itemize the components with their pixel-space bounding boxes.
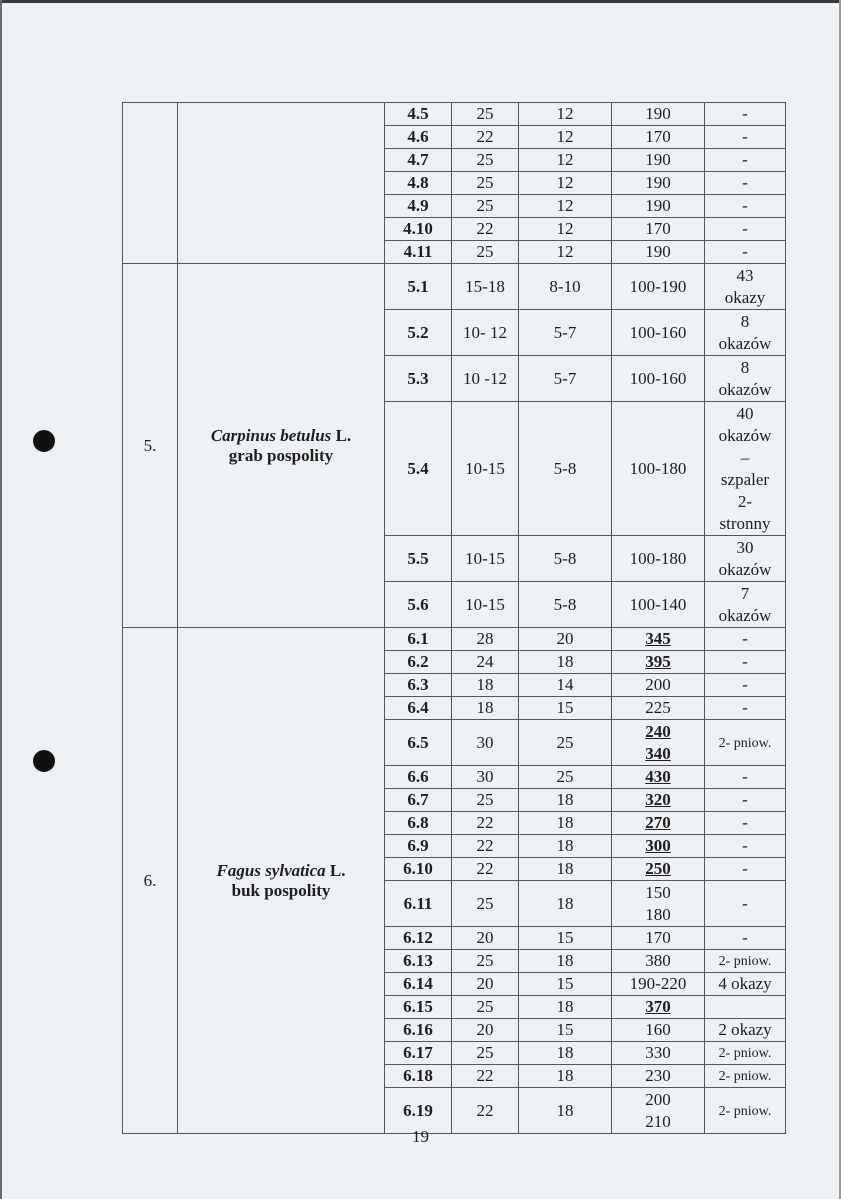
circumference-value: 160 bbox=[645, 1020, 671, 1039]
tree-height: 25 bbox=[452, 996, 519, 1019]
remarks bbox=[705, 218, 786, 241]
circumference-value: 100-140 bbox=[629, 594, 687, 614]
crown-diameter: 18 bbox=[519, 996, 612, 1019]
tree-height: 10- 12 bbox=[452, 310, 519, 356]
crown-diameter: 12 bbox=[519, 218, 612, 241]
trunk-circumference bbox=[612, 195, 705, 218]
remarks bbox=[705, 195, 786, 218]
remark-line: okazów bbox=[718, 379, 772, 399]
trunk-circumference bbox=[612, 766, 705, 789]
tree-id: 6.12 bbox=[385, 927, 452, 950]
remark-text: 2- pniow. bbox=[718, 1103, 772, 1119]
circumference-value: 190 bbox=[645, 173, 671, 192]
tree-height: 25 bbox=[452, 789, 519, 812]
tree-id: 6.5 bbox=[385, 720, 452, 766]
remarks bbox=[705, 996, 786, 1019]
tree-height: 10-15 bbox=[452, 402, 519, 536]
crown-diameter: 18 bbox=[519, 835, 612, 858]
remarks bbox=[705, 651, 786, 674]
crown-diameter: 18 bbox=[519, 1065, 612, 1088]
tree-id: 5.2 bbox=[385, 310, 452, 356]
remark-text: - bbox=[742, 242, 748, 261]
circumference-value: 100-160 bbox=[629, 322, 687, 342]
crown-diameter: 12 bbox=[519, 103, 612, 126]
trunk-circumference bbox=[612, 218, 705, 241]
tree-id: 4.7 bbox=[385, 149, 452, 172]
species-latin-name: Carpinus betulus bbox=[210, 425, 332, 445]
crown-diameter: 14 bbox=[519, 674, 612, 697]
remark-line: 40 bbox=[736, 403, 754, 423]
remarks bbox=[705, 402, 786, 536]
tree-height: 10 -12 bbox=[452, 356, 519, 402]
remarks bbox=[705, 241, 786, 264]
species-number bbox=[123, 103, 178, 264]
crown-diameter: 18 bbox=[519, 789, 612, 812]
tree-height: 22 bbox=[452, 812, 519, 835]
trunk-circumference bbox=[612, 927, 705, 950]
circumference-value: 210 bbox=[645, 1111, 671, 1131]
remark-text: - bbox=[742, 196, 748, 215]
tree-id: 5.5 bbox=[385, 536, 452, 582]
remarks bbox=[705, 1042, 786, 1065]
tree-id: 6.16 bbox=[385, 1019, 452, 1042]
trunk-circumference bbox=[612, 126, 705, 149]
tree-id: 6.17 bbox=[385, 1042, 452, 1065]
tree-height: 25 bbox=[452, 241, 519, 264]
trunk-circumference bbox=[612, 1042, 705, 1065]
tree-height: 30 bbox=[452, 720, 519, 766]
crown-diameter: 5-8 bbox=[519, 402, 612, 536]
remark-text: - bbox=[742, 150, 748, 169]
remark-line: 43 bbox=[736, 265, 754, 285]
trunk-circumference bbox=[612, 628, 705, 651]
remarks bbox=[705, 789, 786, 812]
remark-text: - bbox=[742, 767, 748, 786]
circumference-value: 190 bbox=[645, 150, 671, 169]
trunk-circumference bbox=[612, 697, 705, 720]
species-author: L. bbox=[331, 425, 352, 445]
crown-diameter: 12 bbox=[519, 126, 612, 149]
circumference-value: 340 bbox=[645, 743, 671, 763]
circumference-value: 250 bbox=[645, 859, 671, 878]
tree-height: 25 bbox=[452, 103, 519, 126]
circumference-value: 380 bbox=[645, 951, 671, 970]
remark-line: okazów bbox=[718, 559, 772, 579]
species-latin-name: Fagus sylvatica bbox=[216, 860, 326, 880]
remarks bbox=[705, 1065, 786, 1088]
circumference-value: 345 bbox=[645, 629, 671, 648]
crown-diameter: 18 bbox=[519, 858, 612, 881]
trunk-circumference bbox=[612, 241, 705, 264]
crown-diameter: 5-8 bbox=[519, 536, 612, 582]
crown-diameter: 18 bbox=[519, 881, 612, 927]
remark-line: okazów bbox=[718, 425, 772, 445]
circumference-value: 180 bbox=[645, 904, 671, 924]
circumference-value: 225 bbox=[645, 698, 671, 717]
punch-hole bbox=[33, 750, 55, 772]
crown-diameter: 12 bbox=[519, 241, 612, 264]
tree-id: 5.6 bbox=[385, 582, 452, 628]
circumference-value: 270 bbox=[645, 813, 671, 832]
remarks bbox=[705, 172, 786, 195]
remarks bbox=[705, 674, 786, 697]
circumference-value: 395 bbox=[645, 652, 671, 671]
tree-id: 6.19 bbox=[385, 1088, 452, 1134]
circumference-value: 300 bbox=[645, 836, 671, 855]
tree-id: 4.6 bbox=[385, 126, 452, 149]
species-common-name: buk pospolity bbox=[231, 880, 331, 900]
tree-height: 18 bbox=[452, 674, 519, 697]
table-row bbox=[123, 264, 786, 310]
tree-id: 6.14 bbox=[385, 973, 452, 996]
trunk-circumference bbox=[612, 789, 705, 812]
tree-id: 5.3 bbox=[385, 356, 452, 402]
remarks bbox=[705, 628, 786, 651]
scan-edge-top bbox=[0, 0, 841, 3]
remarks bbox=[705, 356, 786, 402]
trunk-circumference bbox=[612, 674, 705, 697]
circumference-value: 240 bbox=[645, 721, 671, 741]
tree-height: 25 bbox=[452, 881, 519, 927]
circumference-value: 100-190 bbox=[629, 276, 687, 296]
circumference-value: 100-180 bbox=[629, 458, 687, 478]
trunk-circumference bbox=[612, 950, 705, 973]
remarks bbox=[705, 812, 786, 835]
remark-text: 2- pniow. bbox=[718, 1046, 772, 1061]
trunk-circumference bbox=[612, 835, 705, 858]
tree-id: 6.1 bbox=[385, 628, 452, 651]
crown-diameter: 25 bbox=[519, 766, 612, 789]
crown-diameter: 18 bbox=[519, 651, 612, 674]
remark-text: 2- pniow. bbox=[718, 1069, 772, 1084]
remarks bbox=[705, 126, 786, 149]
tree-height: 10-15 bbox=[452, 582, 519, 628]
tree-id: 6.8 bbox=[385, 812, 452, 835]
trunk-circumference bbox=[612, 1019, 705, 1042]
circumference-value: 100-180 bbox=[629, 548, 687, 568]
remarks bbox=[705, 149, 786, 172]
remark-line: 8 bbox=[740, 357, 750, 377]
remark-text: - bbox=[742, 836, 748, 855]
crown-diameter: 12 bbox=[519, 149, 612, 172]
tree-height: 10-15 bbox=[452, 536, 519, 582]
remark-line: okazów bbox=[718, 605, 772, 625]
tree-id: 4.11 bbox=[385, 241, 452, 264]
remarks bbox=[705, 264, 786, 310]
trunk-circumference bbox=[612, 651, 705, 674]
remarks bbox=[705, 927, 786, 950]
remark-line: 8 bbox=[740, 311, 750, 331]
remark-text: - bbox=[742, 813, 748, 832]
crown-diameter: 20 bbox=[519, 628, 612, 651]
circumference-value: 320 bbox=[645, 790, 671, 809]
remarks bbox=[705, 973, 786, 996]
table-row bbox=[123, 103, 786, 126]
species-name-cell bbox=[178, 103, 385, 264]
trunk-circumference bbox=[612, 103, 705, 126]
trunk-circumference bbox=[612, 812, 705, 835]
remarks bbox=[705, 103, 786, 126]
tree-height: 18 bbox=[452, 697, 519, 720]
tree-height: 25 bbox=[452, 950, 519, 973]
species-number: 5. bbox=[123, 264, 178, 628]
tree-id: 4.10 bbox=[385, 218, 452, 241]
remark-text: - bbox=[742, 859, 748, 878]
remark-line: stronny bbox=[719, 513, 771, 533]
remarks bbox=[705, 766, 786, 789]
table-body bbox=[123, 103, 786, 1134]
tree-height: 24 bbox=[452, 651, 519, 674]
circumference-value: 190-220 bbox=[629, 974, 687, 993]
trunk-circumference bbox=[612, 536, 705, 582]
tree-height: 22 bbox=[452, 858, 519, 881]
tree-id: 6.13 bbox=[385, 950, 452, 973]
remark-line: szpaler bbox=[720, 469, 770, 489]
remarks bbox=[705, 950, 786, 973]
crown-diameter: 15 bbox=[519, 927, 612, 950]
circumference-value: 430 bbox=[645, 767, 671, 786]
tree-id: 5.1 bbox=[385, 264, 452, 310]
tree-id: 6.15 bbox=[385, 996, 452, 1019]
tree-height: 25 bbox=[452, 149, 519, 172]
remark-text: - bbox=[742, 629, 748, 648]
circumference-value: 100-160 bbox=[629, 368, 687, 388]
remark-line: 2- bbox=[737, 491, 753, 511]
crown-diameter: 18 bbox=[519, 1088, 612, 1134]
tree-id: 4.5 bbox=[385, 103, 452, 126]
circumference-value: 230 bbox=[645, 1066, 671, 1085]
tree-id: 6.2 bbox=[385, 651, 452, 674]
remark-line: 30 bbox=[736, 537, 754, 557]
trunk-circumference bbox=[612, 172, 705, 195]
trunk-circumference bbox=[612, 1065, 705, 1088]
crown-diameter: 12 bbox=[519, 172, 612, 195]
crown-diameter: 5-7 bbox=[519, 356, 612, 402]
remark-text: - bbox=[742, 652, 748, 671]
tree-id: 6.3 bbox=[385, 674, 452, 697]
tree-height: 20 bbox=[452, 927, 519, 950]
species-name-cell bbox=[178, 264, 385, 628]
trunk-circumference bbox=[612, 720, 705, 766]
trunk-circumference bbox=[612, 973, 705, 996]
remark-text: 2 okazy bbox=[718, 1020, 772, 1039]
remarks bbox=[705, 697, 786, 720]
tree-id: 6.6 bbox=[385, 766, 452, 789]
remarks bbox=[705, 310, 786, 356]
crown-diameter: 15 bbox=[519, 1019, 612, 1042]
tree-id: 6.11 bbox=[385, 881, 452, 927]
remarks bbox=[705, 858, 786, 881]
remark-text: - bbox=[742, 219, 748, 238]
crown-diameter: 5-7 bbox=[519, 310, 612, 356]
crown-diameter: 18 bbox=[519, 1042, 612, 1065]
circumference-value: 200 bbox=[645, 675, 671, 694]
trunk-circumference bbox=[612, 149, 705, 172]
remark-text: - bbox=[742, 928, 748, 947]
circumference-value: 170 bbox=[645, 219, 671, 238]
remark-line: okazów bbox=[718, 333, 772, 353]
remarks bbox=[705, 881, 786, 927]
remark-text: 2- pniow. bbox=[718, 735, 772, 751]
tree-id: 6.9 bbox=[385, 835, 452, 858]
tree-height: 22 bbox=[452, 835, 519, 858]
tree-id: 5.4 bbox=[385, 402, 452, 536]
tree-id: 6.7 bbox=[385, 789, 452, 812]
crown-diameter: 8-10 bbox=[519, 264, 612, 310]
tree-id: 6.10 bbox=[385, 858, 452, 881]
crown-diameter: 5-8 bbox=[519, 582, 612, 628]
table-row bbox=[123, 628, 786, 651]
tree-height: 15-18 bbox=[452, 264, 519, 310]
crown-diameter: 25 bbox=[519, 720, 612, 766]
tree-height: 30 bbox=[452, 766, 519, 789]
tree-height: 25 bbox=[452, 1042, 519, 1065]
trunk-circumference bbox=[612, 356, 705, 402]
remark-text: - bbox=[742, 698, 748, 717]
trunk-circumference bbox=[612, 582, 705, 628]
remark-text: - bbox=[742, 675, 748, 694]
circumference-value: 190 bbox=[645, 242, 671, 261]
remark-text: - bbox=[742, 104, 748, 123]
page-number: 19 bbox=[412, 1127, 429, 1146]
circumference-value: 170 bbox=[645, 928, 671, 947]
tree-height: 22 bbox=[452, 218, 519, 241]
tree-id: 6.18 bbox=[385, 1065, 452, 1088]
circumference-value: 370 bbox=[645, 997, 671, 1016]
crown-diameter: 12 bbox=[519, 195, 612, 218]
tree-height: 22 bbox=[452, 1065, 519, 1088]
remarks bbox=[705, 720, 786, 766]
crown-diameter: 18 bbox=[519, 950, 612, 973]
remarks bbox=[705, 536, 786, 582]
remarks bbox=[705, 835, 786, 858]
tree-height: 20 bbox=[452, 1019, 519, 1042]
remarks bbox=[705, 582, 786, 628]
trunk-circumference bbox=[612, 881, 705, 927]
remark-text: 4 okazy bbox=[718, 974, 772, 993]
crown-diameter: 15 bbox=[519, 697, 612, 720]
remark-text: - bbox=[742, 893, 748, 913]
remark-text: - bbox=[742, 173, 748, 192]
tree-inventory-table bbox=[122, 102, 786, 1134]
circumference-value: 190 bbox=[645, 196, 671, 215]
crown-diameter: 15 bbox=[519, 973, 612, 996]
circumference-value: 330 bbox=[645, 1043, 671, 1062]
remarks bbox=[705, 1019, 786, 1042]
scan-edge-left bbox=[0, 0, 2, 1199]
remark-text: - bbox=[742, 127, 748, 146]
remark-text: 2- pniow. bbox=[718, 954, 772, 969]
species-common-name: grab pospolity bbox=[228, 445, 334, 465]
tree-id: 4.9 bbox=[385, 195, 452, 218]
remark-line: – bbox=[740, 447, 750, 467]
trunk-circumference bbox=[612, 402, 705, 536]
circumference-value: 150 bbox=[645, 882, 671, 902]
trunk-circumference bbox=[612, 310, 705, 356]
tree-id: 4.8 bbox=[385, 172, 452, 195]
species-author: L. bbox=[325, 860, 346, 880]
trunk-circumference bbox=[612, 264, 705, 310]
species-name-cell bbox=[178, 628, 385, 1134]
crown-diameter: 18 bbox=[519, 812, 612, 835]
circumference-value: 200 bbox=[645, 1089, 671, 1109]
trunk-circumference bbox=[612, 858, 705, 881]
tree-height: 28 bbox=[452, 628, 519, 651]
tree-height: 25 bbox=[452, 195, 519, 218]
remark-line: 7 bbox=[740, 583, 750, 603]
remark-line: okazy bbox=[724, 287, 766, 307]
punch-hole bbox=[33, 430, 55, 452]
circumference-value: 190 bbox=[645, 104, 671, 123]
tree-height: 22 bbox=[452, 1088, 519, 1134]
tree-height: 25 bbox=[452, 172, 519, 195]
remark-text: - bbox=[742, 790, 748, 809]
circumference-value: 170 bbox=[645, 127, 671, 146]
trunk-circumference bbox=[612, 996, 705, 1019]
species-number: 6. bbox=[123, 628, 178, 1134]
tree-id: 6.4 bbox=[385, 697, 452, 720]
tree-height: 20 bbox=[452, 973, 519, 996]
tree-height: 22 bbox=[452, 126, 519, 149]
